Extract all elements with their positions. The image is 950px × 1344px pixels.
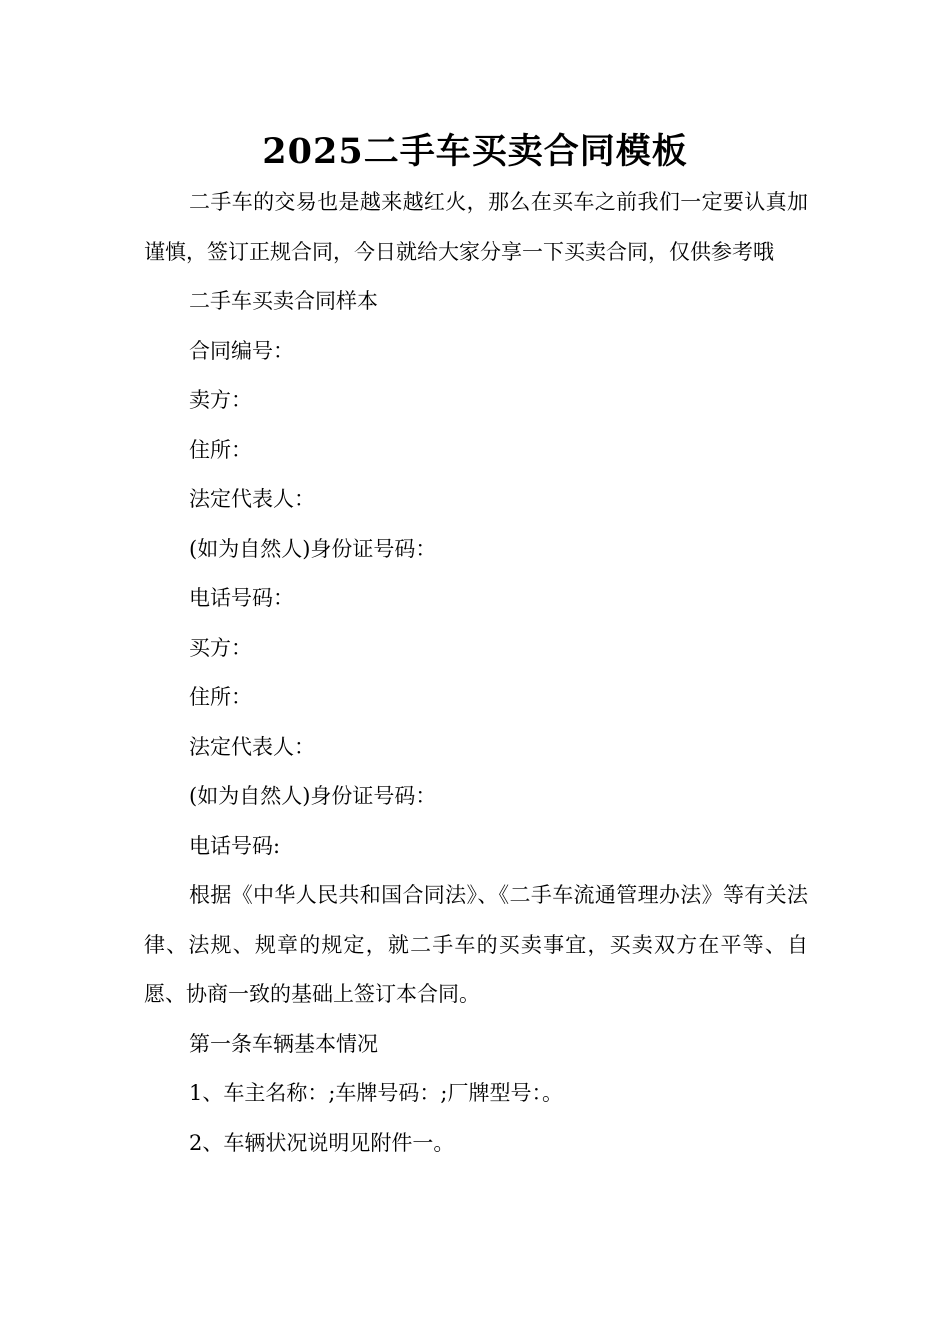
seller-legal-rep-line: 法定代表人： bbox=[189, 487, 315, 511]
article-one-item-1: 1、车主名称：;车牌号码：;厂牌型号：。 bbox=[189, 1081, 564, 1105]
seller-line: 卖方： bbox=[189, 388, 252, 412]
section-heading-sample: 二手车买卖合同样本 bbox=[189, 289, 378, 313]
article-one-item-2: 2、车辆状况说明见附件一。 bbox=[189, 1130, 455, 1155]
buyer-id-number-line: (如为自然人)身份证号码： bbox=[189, 784, 437, 808]
seller-phone-line: 电话号码： bbox=[189, 586, 294, 610]
buyer-legal-rep-line: 法定代表人： bbox=[189, 734, 315, 759]
document-body bbox=[144, 178, 808, 1168]
article-one-heading: 第一条车辆基本情况 bbox=[189, 1031, 378, 1056]
buyer-line: 买方： bbox=[189, 635, 252, 660]
buyer-phone-line: 电话号码: bbox=[189, 833, 281, 858]
intro-paragraph: 二手车的交易也是越来越红火，那么在买车之前我们一定要认真加谨慎，签订正规合同，今日就给大家分享一下买卖合同，仅供参考哦 bbox=[144, 190, 808, 264]
contract-number-line: 合同编号： bbox=[189, 338, 294, 363]
seller-address-line: 住所： bbox=[189, 437, 252, 462]
document-title: 2025二手车买卖合同模板 bbox=[262, 131, 688, 172]
seller-id-number-line: (如为自然人)身份证号码： bbox=[189, 536, 437, 561]
legal-basis-paragraph: 根据《中华人民共和国合同法》、《二手车流通管理办法》等有关法律、法规、规章的规定，就二手车的买卖事宜，买卖双方在平等、自愿、协商一致的基础上签订本合同。 bbox=[144, 883, 808, 1006]
buyer-address-line: 住所： bbox=[189, 685, 252, 709]
